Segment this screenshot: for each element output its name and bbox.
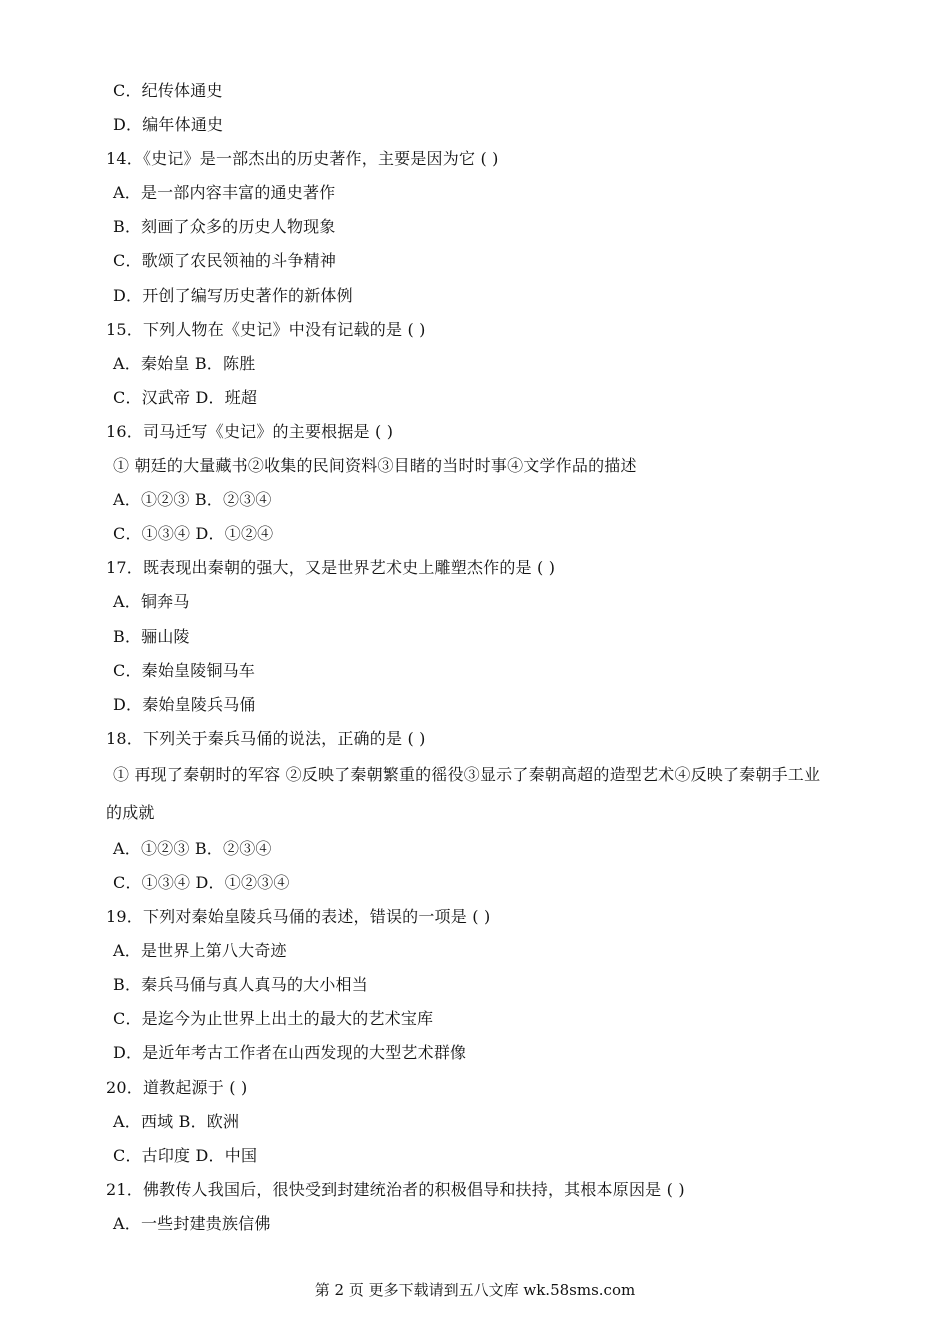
option-line: C．歌颂了农民领袖的斗争精神 xyxy=(113,251,337,271)
question-line: 16．司马迁写《史记》的主要根据是 ( ) xyxy=(106,421,394,441)
option-line: C．是迄今为止世界上出土的最大的艺术宝库 xyxy=(113,1009,434,1029)
option-line: C．纪传体通史 xyxy=(113,81,223,100)
option-line: B．刻画了众多的历史人物现象 xyxy=(113,217,336,237)
option-line: A．是一部内容丰富的通史著作 xyxy=(113,183,336,203)
option-line: A．秦始皇 B．陈胜 xyxy=(113,353,256,373)
option-line: B．骊山陵 xyxy=(113,626,190,646)
option-line: D．秦始皇陵兵马俑 xyxy=(113,694,256,714)
option-line: C．秦始皇陵铜马车 xyxy=(113,660,256,680)
option-line: A．①②③ B．②③④ xyxy=(113,490,272,510)
option-line: D．编年体通史 xyxy=(113,115,224,135)
question-line: 15．下列人物在《史记》中没有记载的是 ( ) xyxy=(106,319,426,339)
option-line: A．西域 B．欧洲 xyxy=(113,1111,240,1131)
option-line: A．①②③ B．②③④ xyxy=(113,838,272,858)
option-line: A．一些封建贵族信佛 xyxy=(113,1213,271,1233)
option-line: A．是世界上第八大奇迹 xyxy=(113,941,287,961)
document-body xyxy=(106,74,876,1241)
option-line: C．古印度 D．中国 xyxy=(113,1145,258,1165)
question-line: 17．既表现出秦朝的强大，又是世界艺术史上雕塑杰作的是 ( ) xyxy=(106,558,556,578)
option-line: B．秦兵马俑与真人真马的大小相当 xyxy=(113,975,368,995)
option-line: D．是近年考古工作者在山西发现的大型艺术群像 xyxy=(113,1043,467,1063)
option-line: A．铜奔马 xyxy=(113,592,190,612)
question-line: 20．道教起源于 ( ) xyxy=(106,1077,248,1097)
option-line: C．汉武帝 D．班超 xyxy=(113,387,258,407)
question-line: 18．下列关于秦兵马俑的说法，正确的是 ( ) xyxy=(106,728,426,748)
question-line: 19．下列对秦始皇陵兵马俑的表述，错误的一项是 ( ) xyxy=(106,907,491,927)
option-line: C．①③④ D．①②③④ xyxy=(113,872,290,892)
question-line: 21．佛教传人我国后，很快受到封建统治者的积极倡导和扶持，其根本原因是 ( ) xyxy=(106,1179,685,1199)
statement-line: ① 再现了秦朝时的军容 ②反映了秦朝繁重的徭役③显示了秦朝高超的造型艺术④反映了秦朝手工业 xyxy=(113,764,821,784)
option-line: D．开创了编写历史著作的新体例 xyxy=(113,285,353,305)
question-line: 14．《史记》是一部杰出的历史著作，主要是因为它 ( ) xyxy=(106,149,499,169)
page-footer: 第 2 页 更多下载请到五八文库 wk.58sms.com xyxy=(314,1281,636,1299)
statement-line: ① 朝廷的大量藏书②收集的民间资料③目睹的当时时事④文学作品的描述 xyxy=(113,456,637,476)
option-line: C．①③④ D．①②④ xyxy=(113,524,274,544)
statement-continuation-line: 的成就 xyxy=(106,802,155,822)
